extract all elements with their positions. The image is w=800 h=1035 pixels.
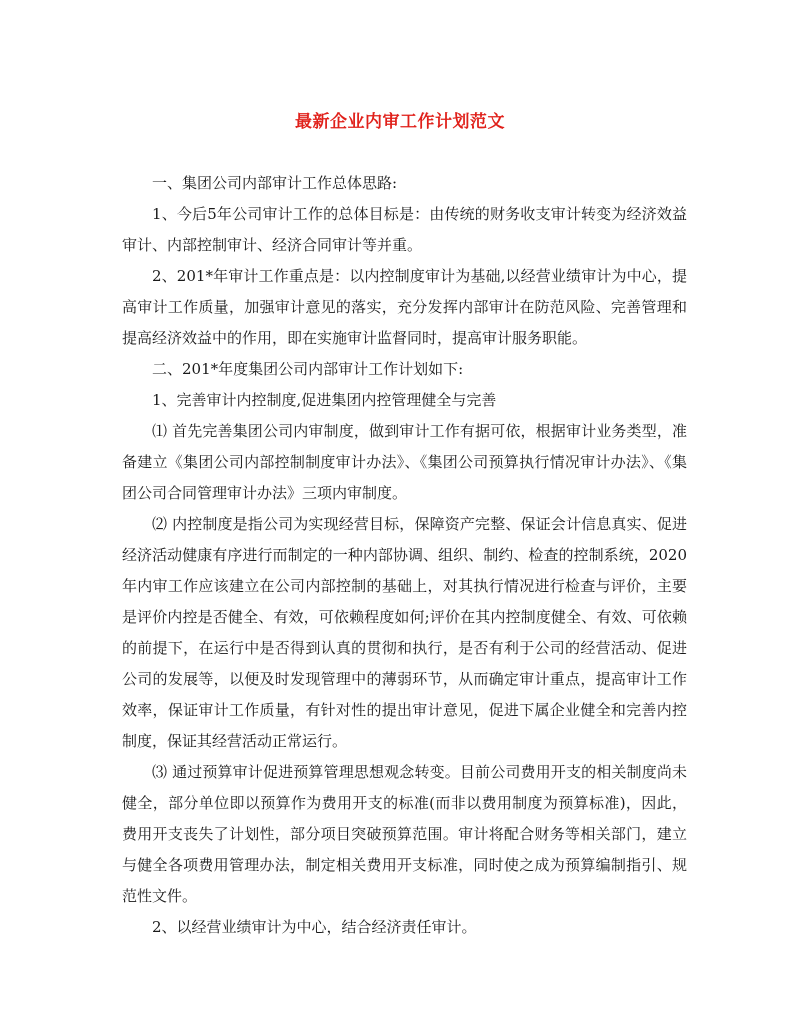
- subheading-performance-audit: 2、以经营业绩审计为中心，结合经济责任审计。: [152, 918, 477, 936]
- paragraph-item-2: ⑵ 内控制度是指公司为实现经营目标，保障资产完整、保证会计信息真实、促进经济活动健康有序进行而制定的一种内部协调、组织、制约、检查的控制系统，2020年内审工作应该建立在公司内部控制的基础上，对其执行情况进行检查与评价，主要是评价内控是否健全、有效，可依赖程度如何;评价在其内控制度健全、有效、可依赖的前提下，在运行中是否得到认真的贯彻和执行，是否有利于公司的经营活动、促进公司的发展等，以便及时发现管理中的薄弱环节，从而确定审计重点，提高审计工作效率，保证审计工作质量，有针对性的提出审计意见，促进下属企业健全和完善内控制度，保证其经营活动正常运行。: [122, 515, 687, 750]
- paragraph-item-3: ⑶ 通过预算审计促进预算管理思想观念转变。目前公司费用开支的相关制度尚未健全，部分单位即以预算作为费用开支的标准(而非以费用制度为预算标准)，因此，费用开支丧失了计划性，部分项目突破预算范围。审计将配合财务等相关部门，建立与健全各项费用管理办法，制定相关费用开支标准，同时使之成为预算编制指引、规范性文件。: [122, 763, 687, 905]
- document-body: [122, 168, 687, 943]
- paragraph-overall-goal: 1、今后5年公司审计工作的总体目标是：由传统的财务收支审计转变为经济效益审计、内部控制审计、经济合同审计等并重。: [122, 205, 687, 254]
- document-title: 最新企业内审工作计划范文: [295, 112, 505, 132]
- section-heading-2: 二、201*年度集团公司内部审计工作计划如下:: [152, 360, 464, 378]
- paragraph-key-focus: 2、201*年审计工作重点是：以内控制度审计为基础,以经营业绩审计为中心，提高审计工作质量，加强审计意见的落实，充分发挥内部审计在防范风险、完善管理和提高经济效益中的作用，即在实施审计监督同时，提高审计服务职能。: [122, 267, 687, 347]
- subheading-internal-control: 1、完善审计内控制度,促进集团内控管理健全与完善: [152, 391, 497, 409]
- paragraph-item-1: ⑴ 首先完善集团公司内审制度，做到审计工作有据可依，根据审计业务类型，准备建立《集团公司内部控制制度审计办法》、《集团公司预算执行情况审计办法》、《集团公司合同管理审计办法》三项内审制度。: [122, 422, 687, 502]
- section-heading-1: 一、集团公司内部审计工作总体思路:: [152, 174, 398, 192]
